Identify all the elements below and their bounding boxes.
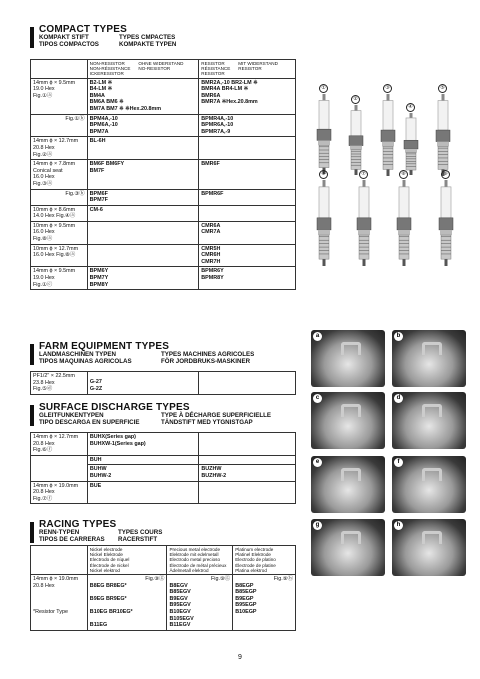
subtitle-line: FÖR JORDBRUKS-MASKINER: [161, 358, 251, 365]
spec-line: 10mm ϕ × 12.7mm: [33, 245, 79, 252]
spec-cell: [31, 267, 88, 290]
part-number: B9EGV: [169, 595, 188, 602]
part-list: [90, 583, 165, 629]
header-text: NON-RÉSISTANCE: [89, 66, 131, 72]
compact-title: COMPACT TYPES: [39, 24, 127, 35]
closeup-label: b: [394, 332, 403, 341]
header-text: Électrode de métal précieux: [169, 562, 227, 568]
spec-line: 10mm ϕ × 8.6mm: [33, 206, 76, 213]
section-bar: [30, 405, 34, 426]
spec-line: 20.8 Hex: [33, 440, 55, 447]
farm-subtitle-1: [39, 351, 132, 365]
non-resistor-cell: [87, 221, 199, 244]
figure-number: ②: [351, 95, 360, 104]
racing-row: [31, 575, 296, 631]
resistor-cell: [199, 205, 296, 221]
compact-row: [31, 160, 296, 189]
part-number: BPMR4A,-10: [201, 115, 234, 122]
resistor-cell: [199, 221, 296, 244]
part-number: [90, 616, 165, 623]
subtitle-line: RENN-TYPEN: [39, 529, 80, 536]
part-number: BM6A BM6 ※: [89, 99, 124, 106]
part-number: G-2Z: [89, 385, 103, 392]
non-resistor-cell: [87, 244, 199, 267]
figure-number: ⑥: [319, 170, 328, 179]
subtitle-line: TYPE À DÉCHARGE SUPERFICIELLE: [161, 412, 272, 419]
electrode-closeup-photo: [311, 519, 385, 576]
spec-line: 23.8 Hex: [33, 379, 55, 386]
spark-plug-icon: [314, 94, 334, 174]
spec-line: 19.0 Hex: [33, 275, 55, 282]
part-number: B8EGV: [169, 582, 188, 589]
part-number: BUHW: [89, 466, 107, 473]
non-resistor-cell: [87, 372, 199, 395]
electrode-closeup-photo: [392, 519, 466, 576]
spark-plug-icon: [436, 180, 456, 266]
spec-line: 19.0 Hex: [33, 86, 55, 93]
header-text: Elektrode mit edelmetall: [169, 552, 219, 558]
subtitle-line: TÄNDSTIFT MED YTGNISTGAP: [161, 419, 253, 426]
spec-line: [33, 602, 85, 609]
resistor-cell: [199, 267, 296, 290]
non-resistor-cell: [87, 267, 199, 290]
spec-cell: [31, 481, 88, 504]
non-resistor-cell: [87, 465, 199, 481]
ground-electrode-icon: [422, 404, 442, 417]
header-text: Ädelmetall elektrod: [169, 567, 209, 573]
compact-row: [31, 205, 296, 221]
part-number: BUE: [89, 482, 102, 489]
spec-line: 14mm ϕ × 19.0mm: [33, 482, 79, 489]
spec-cell: [31, 160, 88, 189]
part-number: BPM6F: [89, 190, 108, 197]
non-resistor-cell: [87, 189, 199, 205]
header-platinum: [233, 546, 296, 575]
part-number: B10EGP: [235, 608, 257, 615]
header-text: Electrodo de platino: [235, 557, 276, 563]
spec-line: *Resistor Type: [33, 608, 68, 615]
compact-row: [31, 114, 296, 137]
header-text: RÉSISTANCE: [201, 66, 231, 72]
part-number: BMR6A: [201, 92, 221, 99]
closeup-label: d: [394, 394, 403, 403]
spec-cell: [31, 78, 88, 114]
part-number: BPM7F: [89, 197, 108, 204]
spec-line: Fig.⑥ⓕ: [33, 447, 53, 454]
part-number: BMR6F: [201, 161, 220, 168]
ground-electrode-icon: [341, 404, 361, 417]
spark-plug-icon: [314, 180, 334, 266]
spec-line: 14.0 Hex Fig.④ⓐ: [33, 213, 76, 220]
spec-line: 20.8 Hex: [33, 489, 55, 496]
header-text: RESISTOR: [238, 66, 262, 72]
electrode-closeup-photo: [311, 330, 385, 387]
surface-row: [31, 481, 296, 504]
header-nickel: [87, 546, 167, 575]
ground-electrode-icon: [341, 531, 361, 544]
part-number: BPMR6F: [201, 190, 224, 197]
subtitle-line: LANDMASCHINEN TYPEN: [39, 351, 117, 358]
subtitle-line: TIPO DESCARGA EN SUPERFICIE: [39, 419, 140, 426]
figure-number: ⑧: [399, 170, 408, 179]
figure-number: ④: [406, 103, 415, 112]
spec-cell: [31, 372, 88, 395]
part-number: B2-LM ※: [89, 79, 113, 86]
spec-line: [33, 589, 85, 596]
farm-subtitle-2: [161, 351, 254, 365]
precious-cell: [167, 575, 233, 631]
ground-electrode-icon: [422, 342, 442, 355]
part-number: BMR4A BR4-LM ※: [201, 86, 249, 93]
header-text: Électrode de nickel: [89, 562, 129, 568]
spec-line: 14mm ϕ × 19.0mm: [33, 576, 79, 583]
part-number: BPM8Y: [89, 281, 109, 288]
part-number: CMR6A: [201, 222, 221, 229]
subtitle-line: GLEITFUNKENTYPEN: [39, 412, 104, 419]
compact-body: [31, 78, 296, 290]
spec-line: Conical seat: [33, 167, 63, 174]
spark-plug-icon: [378, 94, 398, 176]
header-text: Electrodo metal precioso: [169, 557, 221, 563]
spec-cell: [31, 114, 88, 137]
farm-table: [30, 371, 296, 395]
part-number: BL-6H: [89, 138, 106, 145]
part-number: CMR5H: [201, 245, 221, 252]
spec-line: 20.8 Hex: [33, 144, 55, 151]
ground-electrode-icon: [422, 468, 442, 481]
part-number: BM4A: [89, 92, 105, 99]
compact-table: [30, 59, 296, 290]
figure-number: ③: [383, 84, 392, 93]
closeup-label: g: [313, 521, 322, 530]
spark-plug-icon: [401, 113, 421, 175]
resistor-cell: [199, 114, 296, 137]
spec-line: 14mm ϕ × 9.5mm: [33, 268, 76, 275]
surface-row: [31, 465, 296, 481]
resistor-cell: [199, 455, 296, 465]
spec-line: Fig.③ⓑ: [65, 190, 85, 197]
part-number: BPMR6Y: [201, 268, 224, 275]
closeup-label: c: [313, 394, 322, 403]
header-text: Électrode de platine: [235, 562, 276, 568]
part-number: CM-6: [89, 206, 103, 213]
spec-line: [33, 596, 85, 603]
part-number: BUHX(Series gap): [89, 434, 136, 440]
electrode-closeup-photo: [311, 392, 385, 449]
surface-body: [31, 433, 296, 504]
resistor-cell: [199, 481, 296, 504]
electrode-closeup-photo: [392, 330, 466, 387]
spec-line: 14mm ϕ × 12.7mm: [33, 434, 79, 440]
surface-title: SURFACE DISCHARGE TYPES: [39, 402, 190, 413]
spec-line: 10mm ϕ × 9.5mm: [33, 222, 76, 229]
spec-line: Fig.②ⓐ: [33, 151, 53, 158]
closeup-label: a: [313, 332, 322, 341]
ground-electrode-icon: [341, 468, 361, 481]
header-text: OHNE WIDERSTAND: [138, 61, 184, 66]
non-resistor-cell: [87, 205, 199, 221]
part-number: CMR6H: [201, 252, 221, 259]
header-text: Platina elektrod: [235, 567, 267, 573]
subtitle-line: TYPES CMPACTES: [119, 34, 176, 41]
spec-line: Fig.①ⓑ: [65, 115, 85, 122]
non-resistor-cell: [87, 114, 199, 137]
part-number: B85EGP: [235, 589, 257, 596]
header-non-resistor: [87, 60, 199, 79]
header-text: RESISTOR: [201, 71, 225, 77]
part-number: BM6F BM6FY: [89, 161, 125, 168]
header-precious: [167, 546, 233, 575]
compact-header-row: [31, 60, 296, 79]
part-number: BPM7Y: [89, 275, 109, 282]
spark-plug-icon: [394, 180, 414, 266]
part-number: B8EG BR8EG*: [89, 582, 127, 589]
non-resistor-cell: [87, 481, 199, 504]
header-text: Platinum electrode: [235, 547, 274, 552]
subtitle-line: TYPES COURS: [118, 529, 163, 536]
compact-row: [31, 137, 296, 160]
compact-subtitle-1: [39, 34, 99, 48]
part-number: BPM7A: [89, 128, 109, 135]
subtitle-line: TIPOS MAQUINAS AGRICOLAS: [39, 358, 132, 365]
header-text: NO-RESISTOR: [138, 66, 171, 72]
non-resistor-cell: [87, 78, 199, 114]
racing-table: [30, 545, 296, 631]
racing-subtitle-2: [118, 529, 162, 543]
empty-cell: [31, 60, 88, 79]
racing-title: RACING TYPES: [39, 519, 117, 530]
spec-cell: [31, 205, 88, 221]
closeup-label: e: [313, 458, 322, 467]
part-number: B105EGV: [169, 615, 194, 622]
spec-cell: [31, 244, 88, 267]
compact-row: [31, 78, 296, 114]
nickel-cell: [87, 575, 167, 631]
part-number: B85EGV: [169, 589, 191, 596]
spec-line: Fig.①ⓒ: [33, 281, 53, 288]
surface-table: [30, 432, 296, 504]
closeup-label: f: [394, 458, 403, 467]
figure-number: ⑨: [441, 170, 450, 179]
resistor-cell: [199, 465, 296, 481]
spec-cell: [31, 455, 88, 465]
resistor-cell: [199, 78, 296, 114]
part-number: BUZHW: [201, 466, 222, 473]
platinum-cell: [233, 575, 296, 631]
figure-number: ⑤: [438, 84, 447, 93]
resistor-cell: [199, 433, 296, 456]
header-text: Precious metal electrode: [169, 547, 221, 552]
spec-cell: [31, 433, 88, 456]
non-resistor-cell: [87, 433, 199, 456]
part-number: G-27: [89, 379, 102, 385]
spec-line: Fig.⑦ⓕ: [33, 495, 53, 502]
fig-ref: Fig.⑨ⓗ: [273, 576, 293, 583]
subtitle-line: TYPES MACHINES AGRICOLES: [161, 351, 255, 358]
part-number: BPM6A,-10: [89, 122, 118, 129]
spec-line: 16.0 Hex: [33, 174, 55, 181]
part-number: B8EGP: [235, 582, 254, 589]
racing-subtitle-1: [39, 529, 105, 543]
spec-line: Fig.⑧ⓐ: [33, 236, 53, 243]
fig-ref: Fig.⑨ⓖ: [145, 576, 165, 583]
compact-subtitle-2: [119, 34, 176, 48]
surface-subtitle-1: [39, 412, 140, 426]
part-number: BUHW-2: [89, 472, 112, 479]
part-list: [235, 583, 293, 623]
part-number: CMR7A: [201, 229, 221, 236]
part-number: BPMR8Y: [201, 275, 224, 282]
part-list: [169, 583, 230, 629]
electrode-closeup-photo: [392, 456, 466, 513]
subtitle-line: TIPOS DE CARRERAS: [39, 536, 105, 543]
empty-cell: [31, 546, 88, 575]
figure-number: ①: [319, 84, 328, 93]
compact-row: [31, 244, 296, 267]
spec-cell: [31, 575, 88, 631]
section-bar: [30, 27, 34, 48]
spec-line: Fig.①ⓐ: [33, 92, 53, 99]
non-resistor-cell: [87, 455, 199, 465]
part-number: B9EGP: [235, 595, 254, 602]
part-number: BMR2A,-10 BR2-LM ※: [201, 79, 258, 86]
part-number: B4-LM ※: [89, 86, 113, 93]
compact-row: [31, 189, 296, 205]
fig-ref: Fig.⑨ⓖ: [210, 576, 231, 583]
section-bar: [30, 344, 34, 365]
compact-row: [31, 221, 296, 244]
spec-line: 20.8 Hex: [33, 582, 55, 589]
resistor-cell: [199, 137, 296, 160]
spec-line: 14mm ϕ × 12.7mm: [33, 138, 79, 145]
spec-line: 16.0 Hex Fig.⑧ⓐ: [33, 252, 76, 259]
spark-plug-icon: [354, 180, 374, 266]
header-resistor: [199, 60, 296, 79]
farm-title: FARM EQUIPMENT TYPES: [39, 341, 170, 352]
racing-header-row: [31, 546, 296, 575]
section-bar: [30, 522, 34, 543]
spec-line: 14mm ϕ × 7.8mm: [33, 161, 76, 168]
part-number: B10EGV: [169, 608, 191, 615]
part-number: BUHXW-1(Series gap): [89, 440, 146, 447]
part-number: BUZHW-2: [201, 472, 227, 479]
farm-row: [31, 372, 296, 395]
header-text: Electrodo de níquel: [89, 557, 130, 563]
subtitle-line: RACERSTIFT: [118, 536, 158, 543]
part-number: [235, 616, 293, 623]
part-number: B95EGP: [235, 602, 257, 609]
part-number: BM7A BM7 ※ ※Hex.20.8mm: [89, 105, 162, 112]
spec-line: Fig.③ⓐ: [33, 180, 53, 187]
electrode-closeup-photo: [311, 456, 385, 513]
subtitle-line: KOMPAKTE TYPEN: [119, 41, 177, 48]
surface-subtitle-2: [161, 412, 271, 426]
part-number: B11EG: [89, 622, 108, 629]
header-text: RESISTOR: [201, 61, 225, 66]
part-number: BPM6Y: [89, 268, 109, 275]
spec-line: 16.0 Hex: [33, 229, 55, 236]
header-text: Nickel elektrod: [89, 567, 120, 573]
part-number: CMR7H: [201, 258, 221, 265]
spec-cell: [31, 189, 88, 205]
part-number: B95EGV: [169, 602, 191, 609]
spec-cell: [31, 465, 88, 481]
part-number: BPM4A,-10: [89, 115, 118, 122]
spec-line: Fig.⑤ⓓ: [33, 386, 53, 393]
spark-plug-icon: [433, 94, 453, 176]
resistor-cell: [199, 189, 296, 205]
header-text: Nickel electrode: [89, 547, 123, 552]
header-text: ICKERESISTOR: [89, 71, 124, 77]
surface-row: [31, 455, 296, 465]
non-resistor-cell: [87, 137, 199, 160]
part-number: BPMR6A,-10: [201, 122, 234, 129]
figure-number: ⑦: [359, 170, 368, 179]
resistor-cell: [199, 372, 296, 395]
spec-line: PF1/2" × 22.5mm: [33, 373, 75, 379]
spark-plug-icon: [346, 105, 366, 175]
part-number: BMR7A ※Hex.20.8mm: [201, 99, 258, 106]
part-number: BM7F: [89, 167, 105, 174]
ground-electrode-icon: [341, 342, 361, 355]
subtitle-line: TIPOS COMPACTOS: [39, 41, 99, 48]
resistor-cell: [199, 244, 296, 267]
part-number: [90, 589, 165, 596]
spec-line: 14mm ϕ × 9.5mm: [33, 79, 76, 86]
header-text: Platinel Elektrode: [235, 552, 271, 558]
compact-row: [31, 267, 296, 290]
part-number: B11EGV: [169, 622, 191, 629]
header-text: Nickel Elektrode: [89, 552, 123, 558]
resistor-cell: [199, 160, 296, 189]
closeup-label: h: [394, 521, 403, 530]
subtitle-line: KOMPAKT STIFT: [39, 34, 89, 41]
header-text: NON-RESISTOR: [89, 61, 125, 66]
part-number: BPMR7A,-9: [201, 128, 231, 135]
header-text: MIT WIDERSTAND: [238, 61, 278, 66]
spec-cell: [31, 221, 88, 244]
part-number: B9EG BR9EG*: [89, 595, 127, 602]
electrode-closeup-photo: [392, 392, 466, 449]
page-number: 9: [238, 654, 242, 661]
spec-cell: [31, 137, 88, 160]
ground-electrode-icon: [422, 531, 442, 544]
part-number: BUH: [89, 456, 102, 463]
part-number: B10EG BR10EG*: [89, 608, 133, 615]
non-resistor-cell: [87, 160, 199, 189]
part-number: [90, 602, 165, 609]
surface-row: [31, 433, 296, 456]
